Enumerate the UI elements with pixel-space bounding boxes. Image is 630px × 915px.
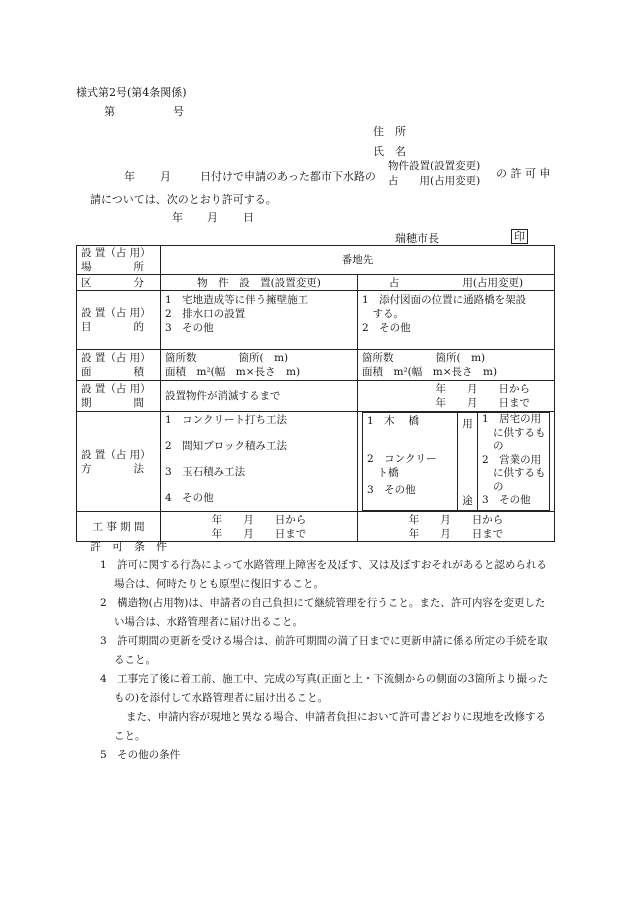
yoto-column xyxy=(458,413,478,511)
koji1-from: 年 月 日から xyxy=(211,513,307,526)
condition-item: 4 工事完了後に着工前、施工中、完成の写真(正面と上・下流側からの側面の3箇所より撮ったもの)を添付して水路管理者に届け出ること。 xyxy=(100,673,548,704)
purpose-col2 xyxy=(358,291,555,350)
conditions-list xyxy=(90,556,550,765)
condition-continuation: また、申請内容が現地と異なる場合、申請者負担において許可書どおりに現地を改修すること。 xyxy=(114,711,546,742)
period2-from: 年 月 日から xyxy=(435,383,530,395)
period-col2 xyxy=(358,381,555,412)
dai-label: 第 xyxy=(104,105,115,118)
place-label: 設 置（占 用） 場 所 xyxy=(77,246,161,275)
koji1-to: 年 月 日まで xyxy=(211,527,307,540)
yoto-item: に供するも xyxy=(493,426,546,439)
bridge-item: 2 コンクリー xyxy=(367,453,437,465)
col1-header: 物 件 設 置(設置変更) xyxy=(161,275,358,291)
seal-mark xyxy=(511,229,528,244)
area-col1 xyxy=(161,350,358,381)
yoto-item: 3 その他 xyxy=(482,494,531,506)
go-label: 号 xyxy=(173,105,184,118)
yoto-item: の xyxy=(493,440,504,452)
seal-text: 印 xyxy=(511,229,528,244)
method1-item: 4 その他 xyxy=(165,492,214,504)
area-col2 xyxy=(358,350,555,381)
area2-count: 箇所数 箇所( m) xyxy=(362,352,486,364)
purpose-label: 設 置（占 用） 目 的 xyxy=(77,291,161,350)
period-label: 設 置（占 用） 期 間 xyxy=(77,381,161,412)
kubun-label: 区 分 xyxy=(77,275,161,291)
sentence-2: 請については、次のとおり許可する。 xyxy=(90,193,277,206)
bridge-item: 3 その他 xyxy=(367,484,416,496)
yoto-item: の xyxy=(493,480,504,493)
month-label-2: 月 xyxy=(207,211,218,224)
condition-item: 3 許可期間の更新を受ける場合は、前許可期間の満了日までに更新申請に係る所定の手続を取ること。 xyxy=(100,635,548,666)
method-col2-inner xyxy=(362,412,550,511)
place-value: 番地先 xyxy=(161,246,555,275)
area2-size: 面積 m²(幅 m×長さ m) xyxy=(362,366,498,378)
year-label-2: 年 xyxy=(172,211,183,224)
yoto-bottom: 途 xyxy=(462,495,473,507)
yoto-top: 用 xyxy=(462,418,473,430)
method1-item: 3 玉石積み工法 xyxy=(165,466,246,478)
area1-count: 箇所数 箇所( m) xyxy=(165,352,289,364)
purpose-col1 xyxy=(161,291,358,350)
date-text: 日付けで申請のあった都市下水路の xyxy=(200,170,376,183)
bridge-item: ト橋 xyxy=(367,467,399,479)
mayor-label: 瑞穂市長 xyxy=(395,232,439,245)
name-label: 氏 名 xyxy=(373,145,406,158)
koji2-from: 年 月 日から xyxy=(408,513,504,526)
purpose1-item: 2 排水口の設置 xyxy=(165,308,246,320)
method1-item: 2 間知ブロック積み工法 xyxy=(165,440,287,452)
purpose1-item: 3 その他 xyxy=(165,322,214,334)
permit-table xyxy=(76,245,555,542)
condition-item: 2 構造物(占用物)は、申請者の自己負担にて継続管理を行うこと。また、許可内容を変更したい場合は、水路管理者に届け出ること。 xyxy=(100,597,546,628)
purpose2-item: する。 xyxy=(362,308,404,320)
purpose2-item: 1 添付図面の位置に通路橋を架設 xyxy=(362,294,527,306)
col2-header: 占 用(占用変更) xyxy=(358,275,555,291)
purpose2-item: 2 その他 xyxy=(362,322,411,334)
area-label: 設 置（占 用） 面 積 xyxy=(77,350,161,381)
year-label: 年 xyxy=(124,170,135,183)
type-occupancy: 占 用(占用変更) xyxy=(388,175,481,187)
method-col2 xyxy=(358,412,555,512)
koji-col1 xyxy=(161,512,358,542)
yoto-item: 1 居宅の用 xyxy=(482,413,542,425)
yoto-item: に供するも xyxy=(493,467,546,479)
form-number: 様式第2号(第4条関係) xyxy=(76,86,187,99)
condition-item-5: 5 その他の条件 xyxy=(100,749,181,761)
yoto-items xyxy=(478,413,550,511)
address-label: 住 所 xyxy=(373,125,406,138)
period2-to: 年 月 日まで xyxy=(435,397,530,409)
bridge-types xyxy=(363,413,458,511)
koji-label: 工 事 期 間 xyxy=(77,512,161,542)
month-label: 月 xyxy=(160,170,171,183)
yoto-item: 2 営業の用 xyxy=(482,453,542,466)
type-installation: 物件設置(設置変更) xyxy=(388,160,481,172)
bridge-item: 1 木 橋 xyxy=(367,415,420,427)
koji-col2 xyxy=(358,512,555,542)
area1-size: 面積 m²(幅 m×長さ m) xyxy=(165,366,301,378)
period-col1: 設置物件が消滅するまで xyxy=(161,381,358,412)
conditions-title: 許 可 条 件 xyxy=(90,540,167,553)
day-label-2: 日 xyxy=(243,211,254,224)
koji2-to: 年 月 日まで xyxy=(408,527,504,540)
method-label: 設 置（占 用） 方 法 xyxy=(77,412,161,512)
permit-text: の 許 可 申 xyxy=(496,167,551,180)
method-col1 xyxy=(161,412,358,512)
condition-item: 1 許可に関する行為によって水路管理上障害を及ぼす、又は及ぼすおそれがあると認められる場合は、何時たりとも原型に復旧すること。 xyxy=(100,559,547,590)
purpose1-item: 1 宅地造成等に伴う擁壁施工 xyxy=(165,294,309,306)
method1-item: 1 コンクリート打ち工法 xyxy=(165,414,287,426)
